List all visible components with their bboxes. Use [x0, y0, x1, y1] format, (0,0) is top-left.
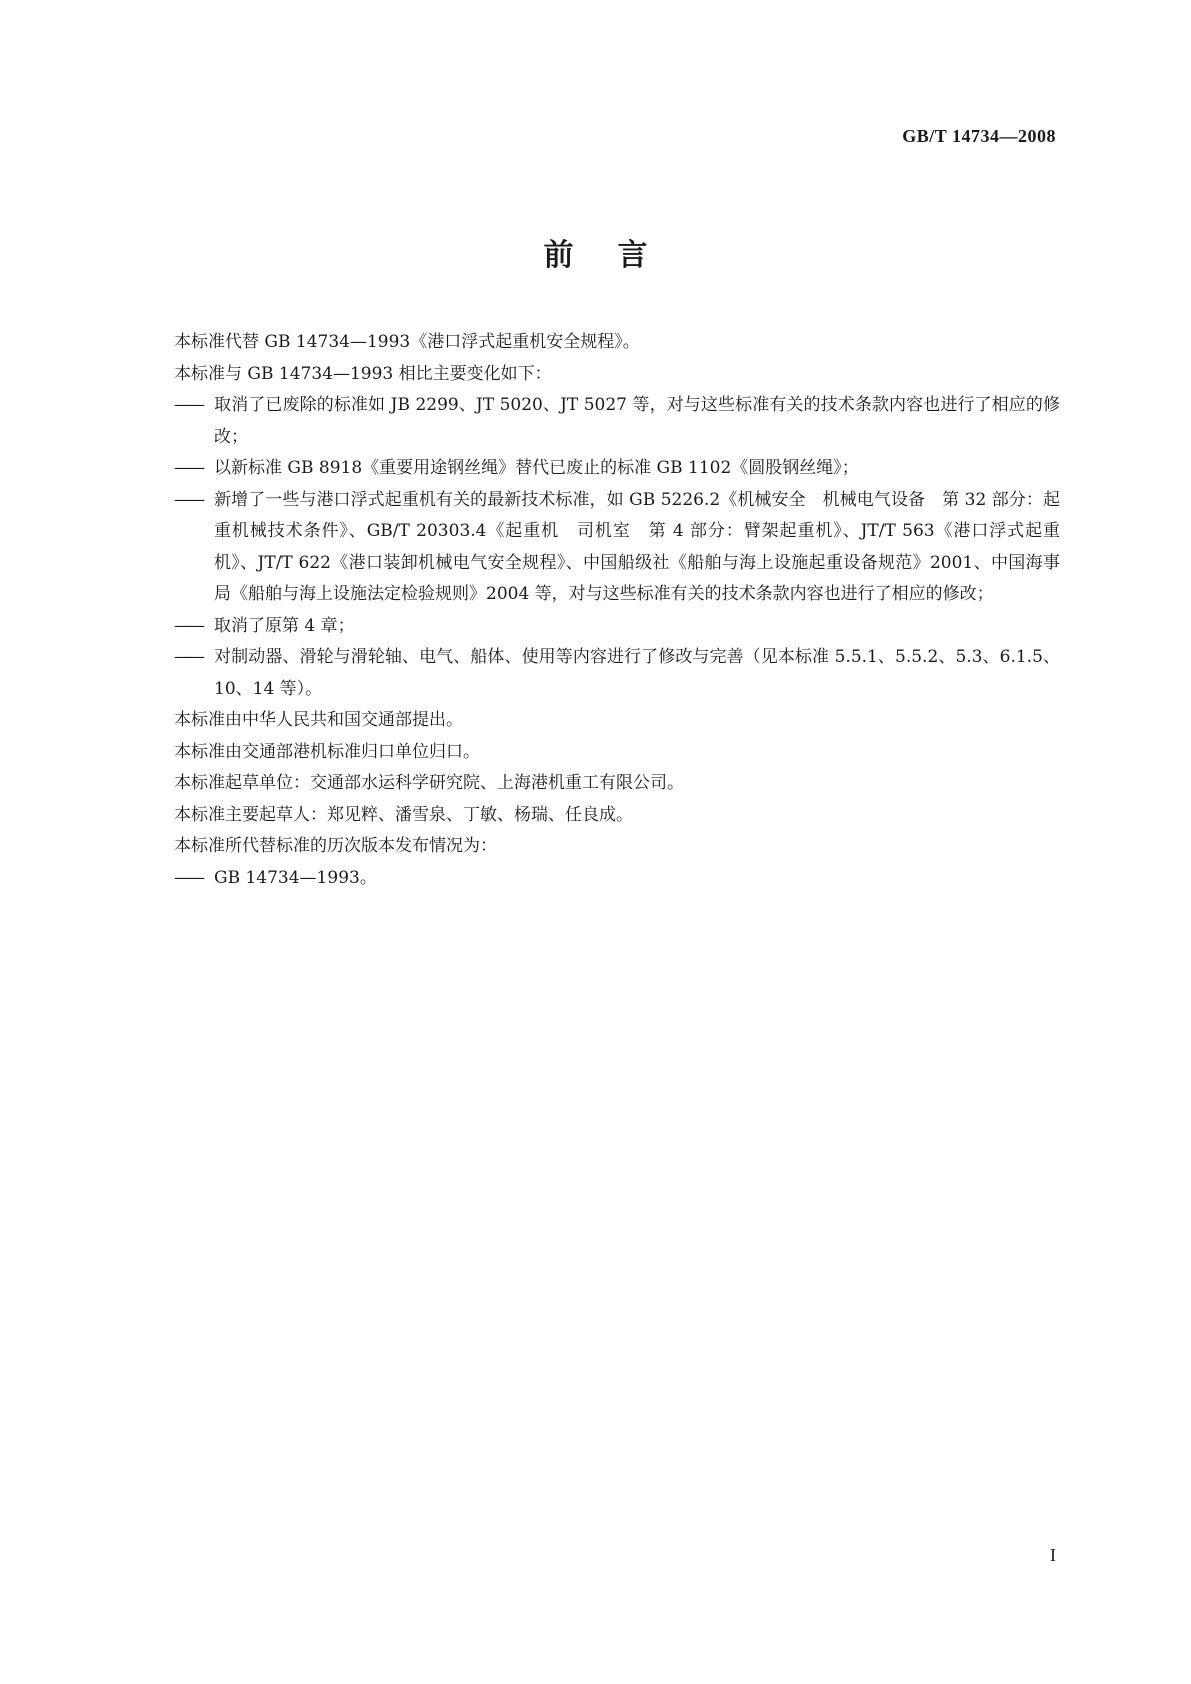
dash-marker: ——: [174, 867, 202, 888]
dash-marker: ——: [174, 458, 202, 478]
paragraph-replaces: 本标准代替 GB 14734—1993《港口浮式起重机安全规程》。: [174, 332, 640, 352]
dash-marker: ——: [174, 615, 202, 636]
paragraph-drafters: 本标准主要起草人：郑见粹、潘雪泉、丁敏、杨瑞、任良成。: [174, 804, 633, 825]
change-item-text: 以新标准 GB 8918《重要用途钢丝绳》替代已废止的标准 GB 1102《圆股钢丝绳》；: [214, 458, 859, 478]
change-item-text: 新增了一些与港口浮式起重机有关的最新技术标准，如 GB 5226.2《机械安全 机械电气设备 第 32 部分：起重机械技术条件》、GB/T 20303.4《起重机 司机室 第 4 部分：臂架起重机》、JT/T 563《港口浮式起重机》、JT/T 622《港口装卸机械电气安全规程》、中国船级社《船舶与海上设施起重设备规范》2001、中国海事局《船舶与海上设施法定检验规则》2004 等，对与这些标准有关的技术条款内容也进行了相应的修改；: [214, 489, 1060, 604]
paragraph-proposer: 本标准由中华人民共和国交通部提出。: [174, 710, 463, 730]
page-title: 前言: [543, 238, 692, 273]
change-item-text: 取消了原第 4 章；: [214, 615, 355, 636]
dash-marker: ——: [174, 647, 202, 667]
paragraph-history-intro: 本标准所代替标准的历次版本发布情况为：: [174, 836, 497, 856]
dash-marker: ——: [174, 489, 202, 510]
page-number: I: [1050, 1545, 1056, 1565]
history-item-text: GB 14734—1993。: [214, 867, 377, 888]
change-item: [174, 390, 1060, 453]
dash-marker: ——: [174, 395, 202, 415]
change-item: [174, 642, 1060, 705]
change-item-text: 取消了已废除的标准如 JB 2299、JT 5020、JT 5027 等，对与这些标准有关的技术条款内容也进行了相应的修改；: [214, 395, 1060, 447]
paragraph-changes-intro: 本标准与 GB 14734—1993 相比主要变化如下：: [174, 363, 552, 384]
foreword-body: [174, 327, 1060, 894]
paragraph-administrator: 本标准由交通部港机标准归口单位归口。: [174, 741, 480, 762]
change-item-text: 对制动器、滑轮与滑轮轴、电气、船体、使用等内容进行了修改与完善（见本标准 5.5.1、5.5.2、5.3、6.1.5、10、14 等）。: [214, 647, 1060, 699]
change-item: [174, 453, 1060, 485]
history-item: [174, 863, 1060, 895]
change-item: [174, 611, 1060, 643]
paragraph-drafting-units: 本标准起草单位：交通部水运科学研究院、上海港机重工有限公司。: [174, 773, 684, 793]
standard-code: GB/T 14734—2008: [902, 126, 1056, 146]
change-item: [174, 485, 1060, 611]
